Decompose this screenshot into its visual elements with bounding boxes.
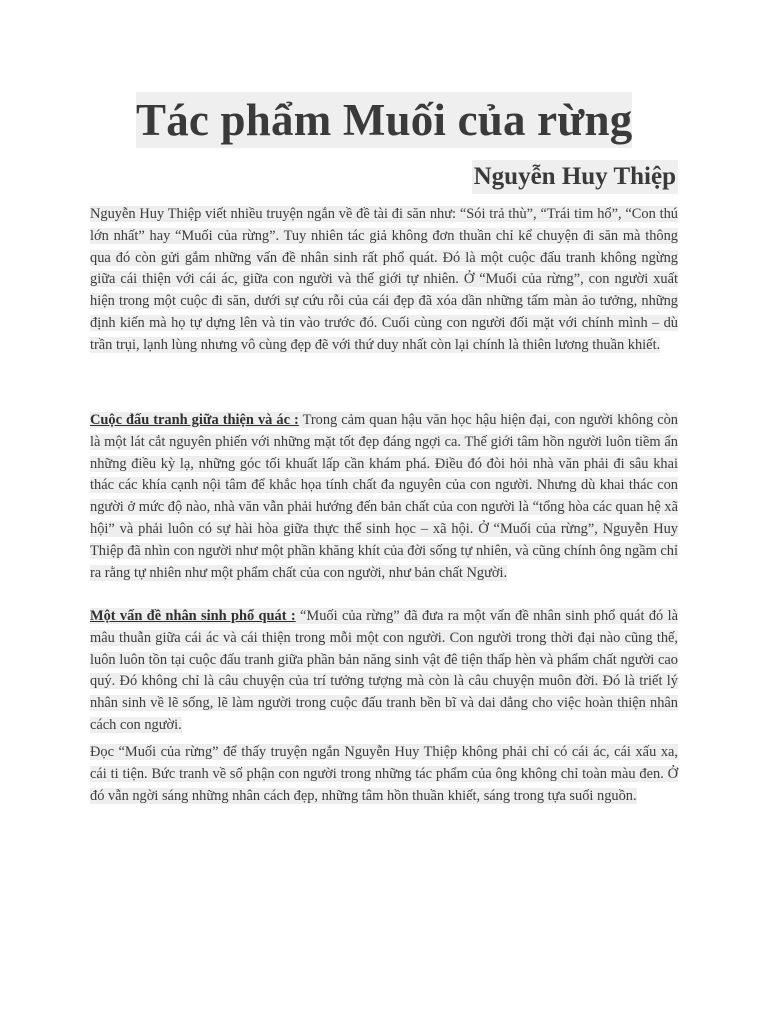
paragraph-lead: Cuộc đấu tranh giữa thiện và ác : (90, 412, 299, 428)
author-name: Nguyễn Huy Thiệp (472, 160, 678, 194)
paragraph-text: Trong cảm quan hậu văn học hậu hiện đại, con người không còn là một lát cắt nguyên phiến với những mặt tốt đẹp đáng ngợi ca. Thế giới tâm hồn người luôn tiềm ẩn những điều kỳ lạ, những góc tối khuất lấp cần khám phá. Điều đó đòi hỏi nhà văn phải đi sâu khai thác các khía cạnh nội tâm để khắc họa tính chất đa nguyên của con người. Nhưng dù khai thác con người ở mức độ nào, nhà văn vẫn phải hướng đến bản chất của con người là “tổng hòa các quan hệ xã hội” và phải luôn có sự hài hòa giữa thực thể sinh học – xã hội. Ở “Muối của rừng”, Nguyễn Huy Thiệp đã nhìn con người như một phần khăng khít của đời sống tự nhiên, và cũng chính ông ngầm chỉ ra rằng tự nhiên như một phẩm chất của con người, như bản chất Người. (90, 412, 678, 581)
paragraph-conclusion (90, 742, 678, 807)
paragraph-text: Nguyễn Huy Thiệp viết nhiều truyện ngắn về đề tài đi săn như: “Sói trả thù”, “Trái tim hổ”, “Con thú lớn nhất” hay “Muối của rừng”. Tuy nhiên tác giả không đơn thuần chỉ kể chuyện đi săn mà thông qua đó còn gửi gắm những vấn đề nhân sinh rất phổ quát. Đó là một cuộc đấu tranh không ngừng giữa cái thiện với cái ác, giữa con người và thế giới tự nhiên. Ở “Muối của rừng”, con người xuất hiện trong một cuộc đi săn, dưới sự cứu rỗi của cái đẹp đã xóa dần những tấm màn ảo tưởng, những định kiến mà họ tự dựng lên và tin vào trước đó. Cuối cùng con người đối mặt với chính mình – dù trần trụi, lạnh lùng nhưng vô cùng đẹp đẽ với thứ duy nhất còn lại chính là thiên lương thuần khiết. (90, 206, 678, 353)
paragraph-lead: Một vấn đề nhân sinh phổ quát : (90, 608, 296, 624)
paragraph-universal-issue (90, 606, 678, 737)
document-title: Tác phẩm Muối của rừng (136, 92, 632, 148)
paragraph-good-vs-evil (90, 410, 678, 584)
paragraph-text: Đọc “Muối của rừng” để thấy truyện ngắn Nguyễn Huy Thiệp không phải chỉ có cái ác, cái xấu xa, cái ti tiện. Bức tranh về số phận con người trong những tác phẩm của ông không chỉ toàn màu đen. Ở đó vẫn ngời sáng những nhân cách đẹp, những tâm hồn thuần khiết, sáng trong tựa suối nguồn. (90, 744, 678, 804)
paragraph-intro (90, 204, 678, 357)
paragraph-text: “Muối của rừng” đã đưa ra một vấn đề nhân sinh phổ quát đó là mâu thuẫn giữa cái ác và cái thiện trong mỗi một con người. Con người trong thời đại nào cũng thế, luôn luôn tồn tại cuộc đấu tranh giữa phần bản năng sinh vật đê tiện thấp hèn và phẩm chất người cao quý. Đó không chỉ là câu chuyện của trí tưởng tượng mà còn là câu chuyện muôn đời. Đó là triết lý nhân sinh về lẽ sống, lẽ làm người trong cuộc đấu tranh bền bĩ và dai dẳng cho việc hoàn thiện nhân cách con người. (90, 608, 678, 733)
